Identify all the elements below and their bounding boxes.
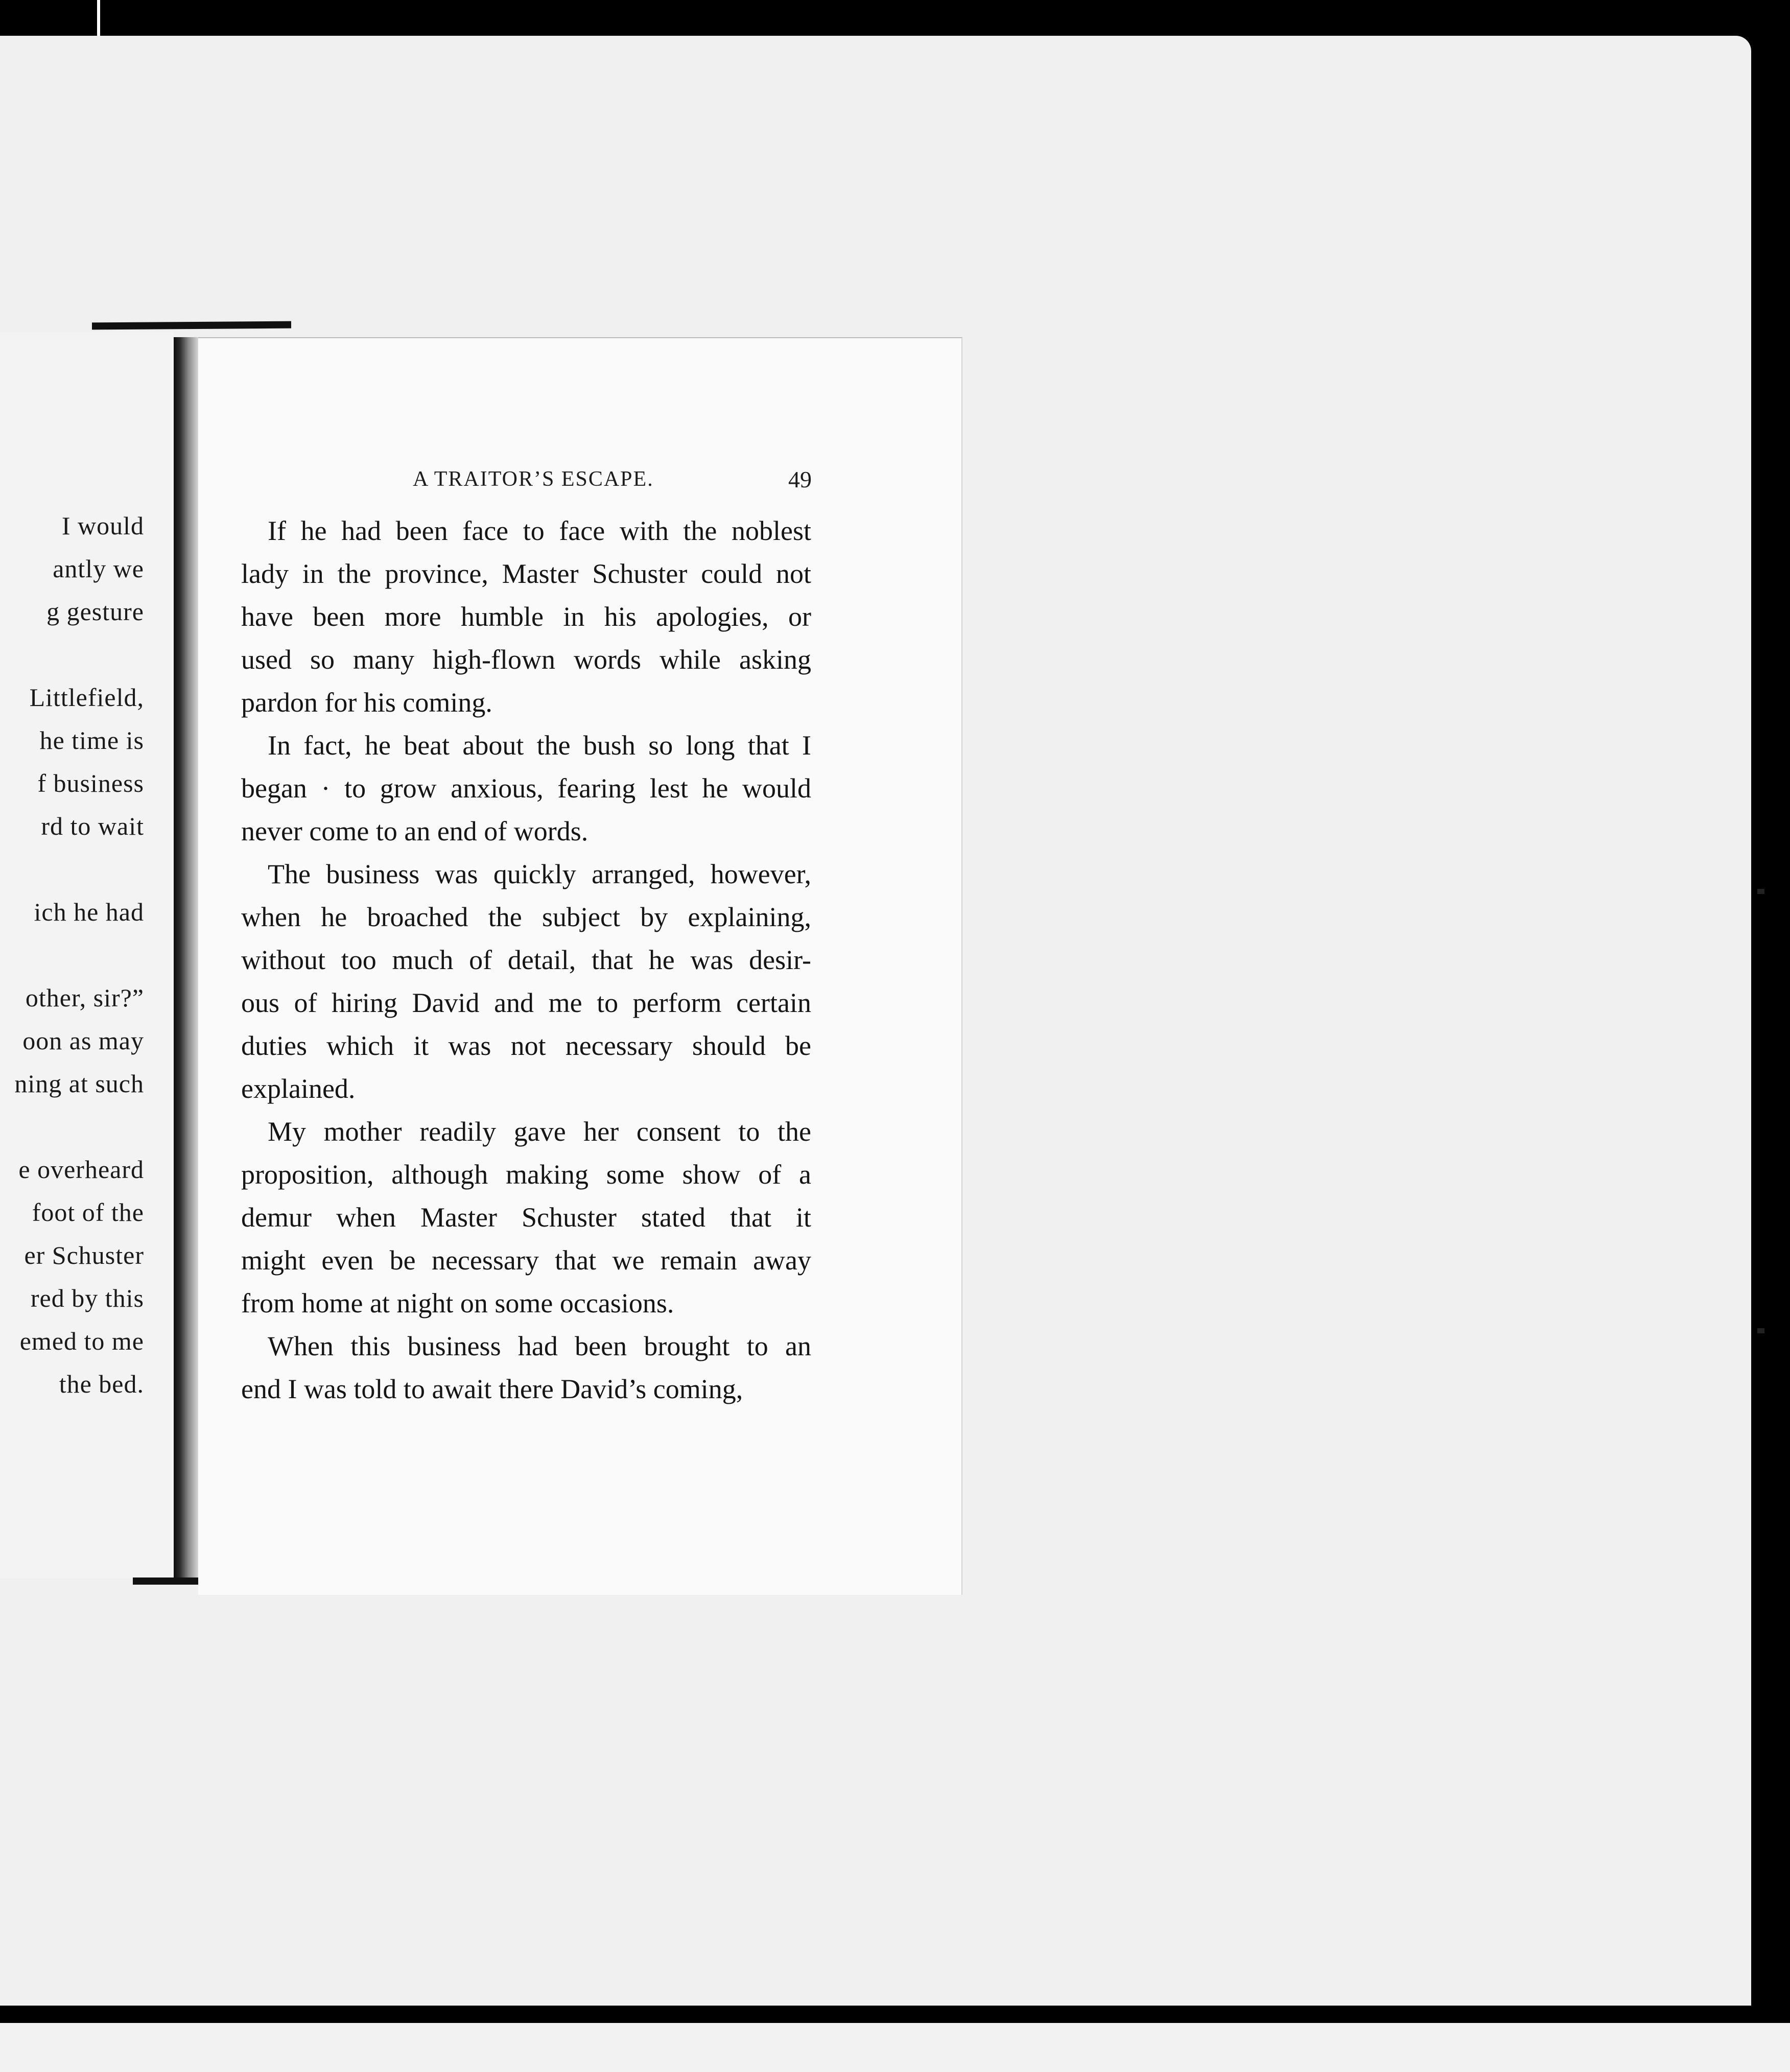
left-page-line: oon as may xyxy=(22,1026,144,1055)
left-page-line: f business xyxy=(37,769,144,797)
text-line: from home at night on some occasions. xyxy=(241,1288,674,1318)
left-page-line: red by this xyxy=(30,1284,144,1312)
left-page-line: foot of the xyxy=(32,1198,144,1227)
text-line: when he broached the subject by explaining, xyxy=(241,902,811,932)
left-page-line: Littlefield, xyxy=(29,683,144,712)
text-line: end I was told to await there David’s coming, xyxy=(241,1374,743,1404)
paragraph xyxy=(241,853,811,1110)
paragraph xyxy=(241,1110,811,1325)
film-edge-mark xyxy=(97,0,100,36)
text-line: The business was quickly arranged, however, xyxy=(268,859,811,889)
left-page-line: other, sir?” xyxy=(25,983,144,1012)
left-page-line: g gesture xyxy=(46,597,144,626)
left-page xyxy=(0,332,174,1579)
body-text xyxy=(241,509,811,1410)
text-line: began · to grow anxious, fearing lest he would xyxy=(241,773,811,804)
left-page-line: the bed. xyxy=(59,1370,144,1398)
left-page-line: ning at such xyxy=(14,1069,144,1098)
text-line: proposition, although making some show of a xyxy=(241,1159,811,1190)
text-line: My mother readily gave her consent to the xyxy=(268,1116,811,1147)
left-page-line: e overheard xyxy=(18,1155,144,1184)
text-line: used so many high-flown words while asking xyxy=(241,644,811,675)
text-line: might even be necessary that we remain away xyxy=(241,1245,811,1276)
left-page-line: I would xyxy=(61,511,144,540)
text-line: never come to an end of words. xyxy=(241,816,588,846)
right-page xyxy=(198,337,962,1595)
text-line: If he had been face to face with the noblest xyxy=(268,515,811,546)
text-line: without too much of detail, that he was desir- xyxy=(241,945,811,975)
text-line: When this business had been brought to an xyxy=(268,1331,811,1361)
text-line: In fact, he beat about the bush so long that I xyxy=(268,730,811,761)
paragraph xyxy=(241,724,811,853)
page-number: 49 xyxy=(788,466,812,492)
text-line: ous of hiring David and me to perform certain xyxy=(241,987,811,1018)
binding-clip-top xyxy=(92,321,291,330)
text-line: have been more humble in his apologies, or xyxy=(241,601,811,632)
text-line: explained. xyxy=(241,1073,356,1104)
left-page-line: emed to me xyxy=(19,1327,144,1355)
film-bottom-strip xyxy=(0,2023,1790,2072)
book-gutter xyxy=(174,337,198,1584)
film-edge-speck xyxy=(1757,1328,1764,1333)
paragraph xyxy=(241,1325,811,1410)
film-edge-speck xyxy=(1757,889,1764,894)
text-line: demur when Master Schuster stated that it xyxy=(241,1202,811,1233)
left-page-line: antly we xyxy=(53,554,144,583)
text-line: duties which it was not necessary should be xyxy=(241,1030,811,1061)
left-page-line: rd to wait xyxy=(41,812,144,840)
left-page-line: he time is xyxy=(39,726,144,755)
left-page-line: er Schuster xyxy=(24,1241,144,1269)
text-line: lady in the province, Master Schuster could not xyxy=(241,558,811,589)
paragraph xyxy=(241,509,811,724)
left-page-line: ich he had xyxy=(34,898,144,926)
running-head: A TRAITOR’S ESCAPE. xyxy=(413,467,654,491)
text-line: pardon for his coming. xyxy=(241,687,492,718)
